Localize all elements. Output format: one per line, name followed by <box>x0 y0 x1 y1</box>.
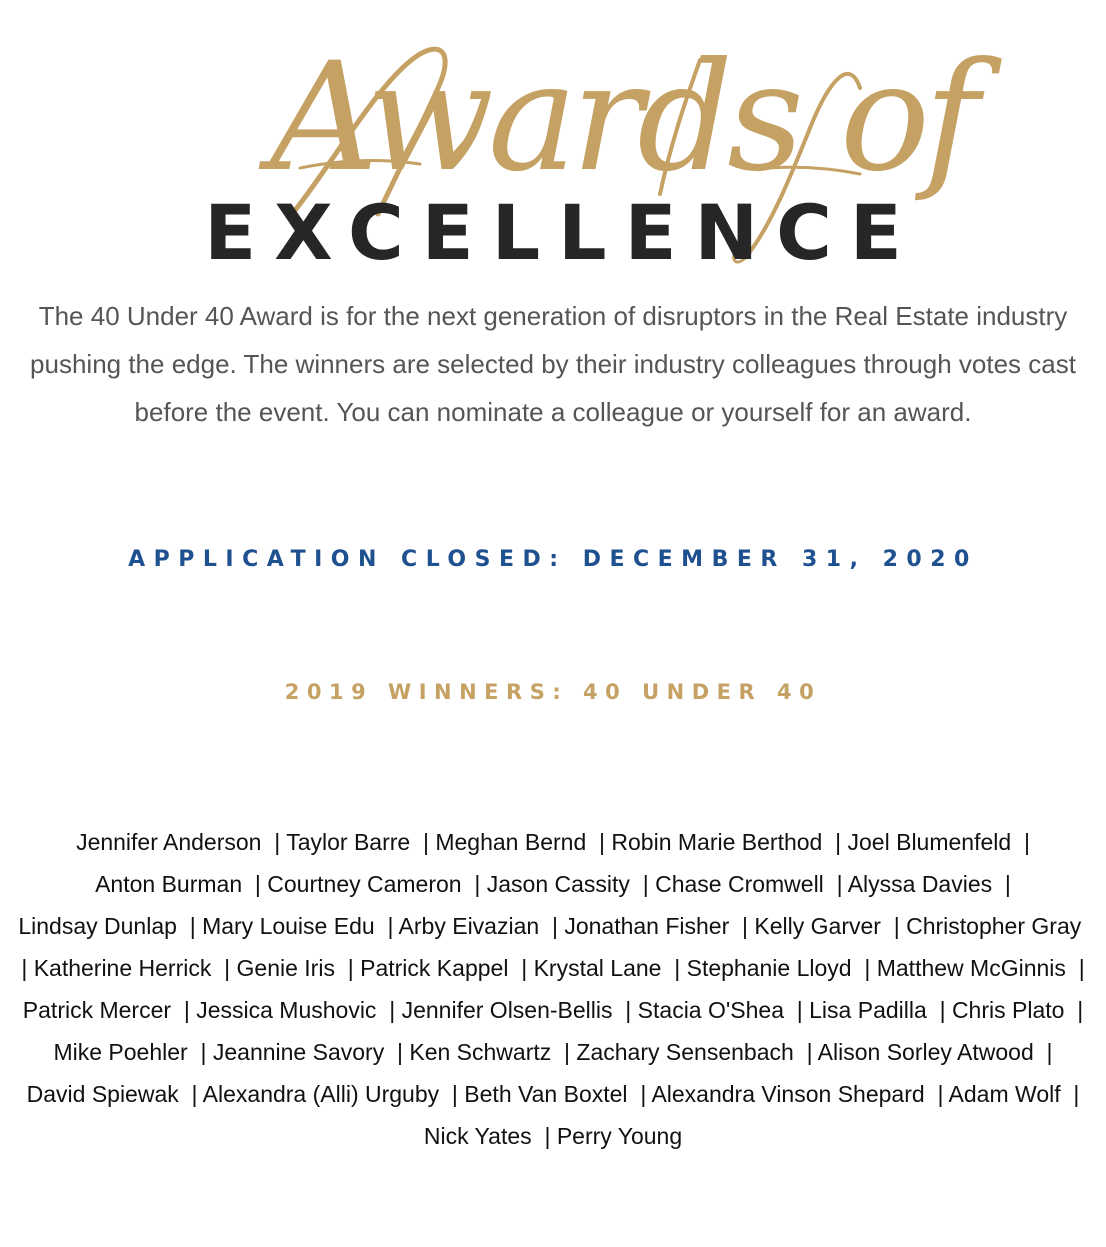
winner-name: Alexandra Vinson Shepard <box>651 1081 925 1107</box>
name-separator: | <box>835 829 842 855</box>
name-separator: | <box>347 955 354 981</box>
name-separator: | <box>396 1039 403 1065</box>
winner-name: Meghan Bernd <box>435 829 587 855</box>
winner-name: Adam Wolf <box>948 1081 1061 1107</box>
name-separator: | <box>544 1123 551 1149</box>
winner-name: Patrick Mercer <box>22 997 172 1023</box>
winner-name: Anton Burman <box>95 871 243 897</box>
winner-name: Joel Blumenfeld <box>847 829 1012 855</box>
logo-excellence-word: EXCELLENCE <box>204 188 920 277</box>
winner-name: Jessica Mushovic <box>196 997 377 1023</box>
winner-name: Stacia O'Shea <box>637 997 784 1023</box>
winner-name: Courtney Cameron <box>267 871 462 897</box>
name-separator: | <box>521 955 528 981</box>
winner-name: Alison Sorley Atwood <box>817 1039 1034 1065</box>
name-separator: | <box>1023 829 1030 855</box>
name-separator: | <box>224 955 231 981</box>
name-separator: | <box>474 871 481 897</box>
name-separator: | <box>551 913 558 939</box>
name-separator: | <box>1077 997 1084 1023</box>
name-separator: | <box>274 829 281 855</box>
name-separator: | <box>893 913 900 939</box>
winner-name: Jennifer Olsen-Bellis <box>401 997 613 1023</box>
name-separator: | <box>451 1081 458 1107</box>
name-separator: | <box>183 997 190 1023</box>
winner-name: Krystal Lane <box>533 955 662 981</box>
name-separator: | <box>564 1039 571 1065</box>
winners-section-title: 2019 WINNERS: 40 UNDER 40 <box>284 680 822 704</box>
winner-name: Ken Schwartz <box>409 1039 552 1065</box>
winners-list <box>14 821 1092 1157</box>
winner-name: Katherine Herrick <box>33 955 212 981</box>
winner-name: Jeannine Savory <box>212 1039 385 1065</box>
winner-name: Robin Marie Berthod <box>611 829 823 855</box>
name-separator: | <box>254 871 261 897</box>
winner-name: Taylor Barre <box>286 829 411 855</box>
winner-name: Christopher Gray <box>906 913 1082 939</box>
winner-name: Kelly Garver <box>754 913 881 939</box>
name-separator: | <box>1078 955 1085 981</box>
winner-name: Genie Iris <box>236 955 335 981</box>
name-separator: | <box>21 955 28 981</box>
award-description: The 40 Under 40 Award is for the next generation of disruptors in the Real Estate industry pushing the edge. The winners are selected by their industry colleagues through votes cast before the event. You can nominate a colleague or yourself for an award. <box>30 301 1076 427</box>
winner-name: Nick Yates <box>423 1123 532 1149</box>
name-separator: | <box>674 955 681 981</box>
winner-name: Lisa Padilla <box>809 997 927 1023</box>
winner-name: Chris Plato <box>951 997 1065 1023</box>
name-separator: | <box>189 913 196 939</box>
name-separator: | <box>387 913 394 939</box>
winner-name: Beth Van Boxtel <box>464 1081 628 1107</box>
name-separator: | <box>939 997 946 1023</box>
name-separator: | <box>806 1039 813 1065</box>
winner-name: Alexandra (Alli) Urguby <box>202 1081 440 1107</box>
winner-name: Mike Poehler <box>53 1039 188 1065</box>
name-separator: | <box>599 829 606 855</box>
winner-name: Mary Louise Edu <box>202 913 375 939</box>
name-separator: | <box>191 1081 198 1107</box>
winner-name: Jennifer Anderson <box>76 829 262 855</box>
name-separator: | <box>200 1039 207 1065</box>
name-separator: | <box>864 955 871 981</box>
winner-name: Patrick Kappel <box>360 955 509 981</box>
winner-name: Arby Eivazian <box>398 913 540 939</box>
winner-name: Zachary Sensenbach <box>576 1039 794 1065</box>
name-separator: | <box>625 997 632 1023</box>
name-separator: | <box>742 913 749 939</box>
awards-of-excellence-logo <box>0 18 1106 278</box>
winner-name: Chase Cromwell <box>655 871 824 897</box>
name-separator: | <box>1073 1081 1080 1107</box>
name-separator: | <box>796 997 803 1023</box>
name-separator: | <box>1046 1039 1053 1065</box>
name-separator: | <box>642 871 649 897</box>
name-separator: | <box>937 1081 944 1107</box>
name-separator: | <box>640 1081 647 1107</box>
winner-name: Jason Cassity <box>486 871 630 897</box>
winner-name: Jonathan Fisher <box>564 913 730 939</box>
name-separator: | <box>422 829 429 855</box>
winner-name: Perry Young <box>556 1123 683 1149</box>
winner-name: Matthew McGinnis <box>876 955 1066 981</box>
logo-script-text: Awards of <box>270 31 974 205</box>
application-closed-heading: APPLICATION CLOSED: DECEMBER 31, 2020 <box>128 547 978 572</box>
name-separator: | <box>389 997 396 1023</box>
name-separator: | <box>1004 871 1011 897</box>
winner-name: Alyssa Davies <box>847 871 993 897</box>
winner-name: David Spiewak <box>26 1081 179 1107</box>
name-separator: | <box>836 871 843 897</box>
winner-name: Stephanie Lloyd <box>686 955 852 981</box>
winner-name: Lindsay Dunlap <box>18 913 177 939</box>
